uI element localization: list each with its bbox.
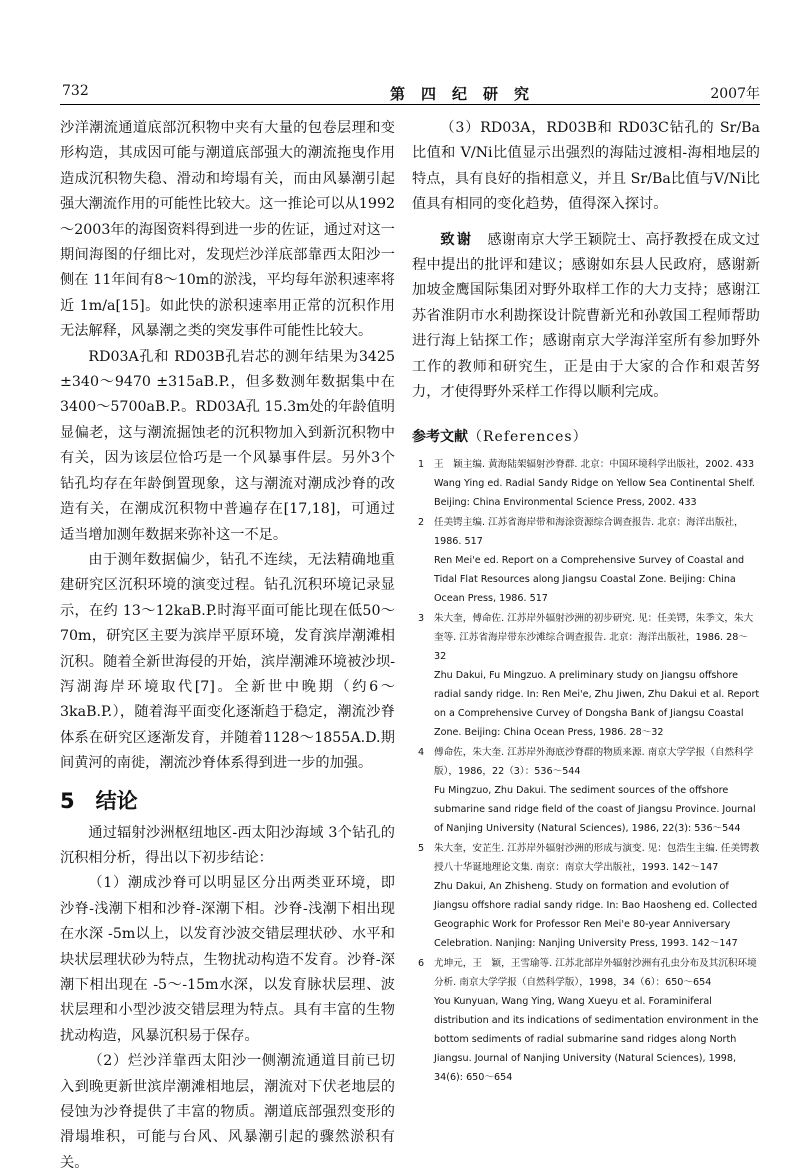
reference-zh: 朱大奎，傅命佐. 江苏岸外辐射沙洲的初步研究. 见：任美锷，朱季文，朱大奎等. 江苏省海岸带东沙滩综合调查报告. 北京：海洋出版社，1986. 28～32 (434, 613, 754, 663)
reference-en: Zhu Dakui, An Zhisheng. Study on formation and evolution of Jiangsu offshore radial sandy ridge. In: Bao Haosheng ed. Collected Geographic Work for Professor Ren Mei'e 80-year Anniversary Celebration. Nanjing: Nanjing University Press, 1993. 142～147 (434, 881, 758, 950)
references-heading (412, 427, 760, 447)
reference-zh: 朱大奎，安芷生. 江苏岸外辐射沙洲的形成与演变. 见：包浩生主编. 任美锷教授八十华诞地理论文集. 南京：南京大学出版社，1993. 142～147 (434, 843, 760, 874)
reference-list (412, 455, 760, 1087)
reference-zh: 尤坤元，王 颖，王雪瑜等. 江苏北部岸外辐射沙洲有孔虫分布及其沉积环境分析. 南京大学学报（自然科学版），1998，34（6）：650～654 (434, 958, 757, 989)
reference-number: 5 (418, 843, 425, 855)
paragraph: （3）RD03A，RD03B和 RD03C钻孔的 Sr/Ba比值和 V/Ni比值显示出强烈的海陆过渡相-海相地层的特点，具有良好的指相意义，并且 Sr/Ba比值与V/Ni比值具有相同的变化趋势，值得深入探讨。 (412, 120, 760, 213)
reference-en: Zhu Dakui, Fu Mingzuo. A preliminary study on Jiangsu offshore radial sandy ridge. In: Ren Mei'e, Zhu Jiwen, Zhu Dakui et al. Report on a Comprehensive Curvey of Dongsha Bank of Jiangsu Coastal Zone. Beijing: China Ocean Press, 1986. 28～32 (434, 670, 760, 739)
paragraph: 由于测年数据偏少，钻孔不连续，无法精确地重建研究区沉积环境的演变过程。钻孔沉积环境记录显示，在约 13～12kaB.P.时海平面可能比现在低50～70m，研究区主要为滨岸平原环境，发育滨岸潮滩相沉积。随着全新世海侵的开始，滨岸潮滩环境被沙坝-泻湖海岸环境取代[7]。全新世中晚期（约6～3kaB.P.），随着海平面变化逐渐趋于稳定，潮流沙脊体系在研究区逐渐发育，并随着1128～1855A.D.期间黄河的南徙，潮流沙脊体系得到进一步的加强。 (60, 551, 395, 772)
paragraph: RD03A孔和 RD03B孔岩芯的测年结果为3425 ±340～9470 ±315aB.P.，但多数测年数据集中在3400～5700aB.P.。RD03A孔 15.3m处的年龄值明显偏老，这与潮流掘蚀老的沉积物加入到新沉积物中有关，因为该层位恰巧是一个风暴事件层。另外3个钻孔均存在年龄倒置现象，这与潮流对潮成沙脊的改造有关，在潮成沉积物中普遍存在[17,18]，可通过适当增加测年数据来弥补这一不足。 (60, 348, 395, 543)
reference-number: 2 (418, 517, 425, 529)
reference-number: 4 (418, 747, 425, 759)
references-heading-zh: 参考文献 (412, 429, 468, 446)
reference-number: 6 (418, 958, 425, 970)
paragraph: 通过辐射沙洲枢纽地区-西太阳沙海域 3个钻孔的沉积相分析，得出以下初步结论： (60, 824, 395, 866)
acknowledgement (412, 228, 760, 406)
reference-zh: 王 颖主编. 黄海陆架辐射沙脊群. 北京：中国环境科学出版社，2002. 433 (434, 459, 755, 471)
reference-en: Wang Ying ed. Radial Sandy Ridge on Yellow Sea Continental Shelf. Beijing: China Environmental Science Press, 2002. 433 (434, 478, 755, 509)
paragraph: 沙洋潮流通道底部沉积物中夹有大量的包卷层理和变形构造，其成因可能与潮道底部强大的潮流拖曳作用造成沉积物失稳、滑动和垮塌有关，而由风暴潮引起强大潮流作用的可能性比较大。这一推论可以从1992～2003年的海图资料得到进一步的佐证，通过对这一期间海图的仔细比对，发现烂沙洋底部靠西太阳沙一侧在 11年间有8～10m的淤浅，平均每年淤积速率将近 1m/a[15]。如此快的淤积速率用正常的沉积作用无法解释，风暴潮之类的突发事件可能性比较大。 (60, 120, 395, 340)
reference-number: 3 (418, 613, 425, 625)
reference-zh: 傅命佐，朱大奎. 江苏岸外海底沙脊群的物质来源. 南京大学学报（自然科学版），1986，22（3）：536～544 (434, 747, 754, 778)
section-heading: 5 结论 (60, 788, 138, 813)
right-column (412, 116, 760, 1088)
journal-year: 2007年 (710, 86, 760, 102)
reference-item (412, 609, 760, 742)
reference-item (412, 839, 760, 953)
reference-en: Fu Mingzuo, Zhu Dakui. The sediment sources of the offshore submarine sand ridge field of the coast of Jiangsu Province. Journal of Nanjing University (Natural Sciences), 1986, 22(3): 536～544 (434, 785, 756, 835)
reference-zh: 任美锷主编. 江苏省海岸带和海涂资源综合调查报告. 北京：海洋出版社，1986. 517 (434, 517, 744, 548)
acknowledgement-label: 致谢 (440, 231, 474, 248)
paragraph: （1）潮成沙脊可以明显区分出两类亚环境，即沙脊-浅潮下相和沙脊-深潮下相。沙脊-浅潮下相出现在水深 -5m以上，以发育沙波交错层理状砂、水平和块状层理状砂为特点，生物扰动构造不发育。沙脊-深潮下相出现在 -5～-15m水深，以发育脉状层理、波状层理和小型沙波交错层理为特点。具有丰富的生物扰动构造，风暴沉积易于保存。 (60, 875, 395, 1044)
paragraph: （2）烂沙洋靠西太阳沙一侧潮流通道目前已切入到晚更新世滨岸潮滩相地层，潮流对下伏老地层的侵蚀为沙脊提供了丰富的物质。潮道底部强烈变形的滑塌堆积，可能与台风、风暴潮引起的骤然淤积有关。 (60, 1053, 395, 1171)
reference-number: 1 (418, 459, 425, 471)
reference-en: Ren Mei'e ed. Report on a Comprehensive Survey of Coastal and Tidal Flat Resources along Jiangsu Coastal Zone. Beijing: China Ocean Press, 1986. 517 (434, 555, 745, 605)
acknowledgement-text: 感谢南京大学王颖院士、高抒教授在成文过程中提出的批评和建议；感谢如东县人民政府，感谢新加坡金鹰国际集团对野外取样工作的大力支持；感谢江苏省淮阴市水利勘探设计院曹新光和孙敦国工程师帮助进行海上钻探工作；感谢南京大学海洋室所有参加野外工作的教师和研究生，正是由于大家的合作和艰苦努力，才使得野外采样工作得以顺利完成。 (412, 231, 760, 401)
reference-item (412, 954, 760, 1087)
page-header (60, 83, 760, 103)
header-rule (60, 104, 760, 105)
reference-item (412, 455, 760, 512)
reference-item (412, 743, 760, 838)
page-number: 732 (62, 83, 89, 99)
reference-item (412, 513, 760, 608)
left-column (60, 116, 395, 1176)
journal-title: 第四纪研究 (390, 85, 546, 103)
references-heading-en: （References） (468, 429, 588, 446)
reference-en: You Kunyuan, Wang Ying, Wang Xueyu et al. Foraminiferal distribution and its indications of sedimentation environment in the bottom sediments of radial submarine sand ridges along North Jiangsu. Journal of Nanjing University (Natural Sciences), 1998, 34(6): 650～654 (434, 996, 759, 1084)
